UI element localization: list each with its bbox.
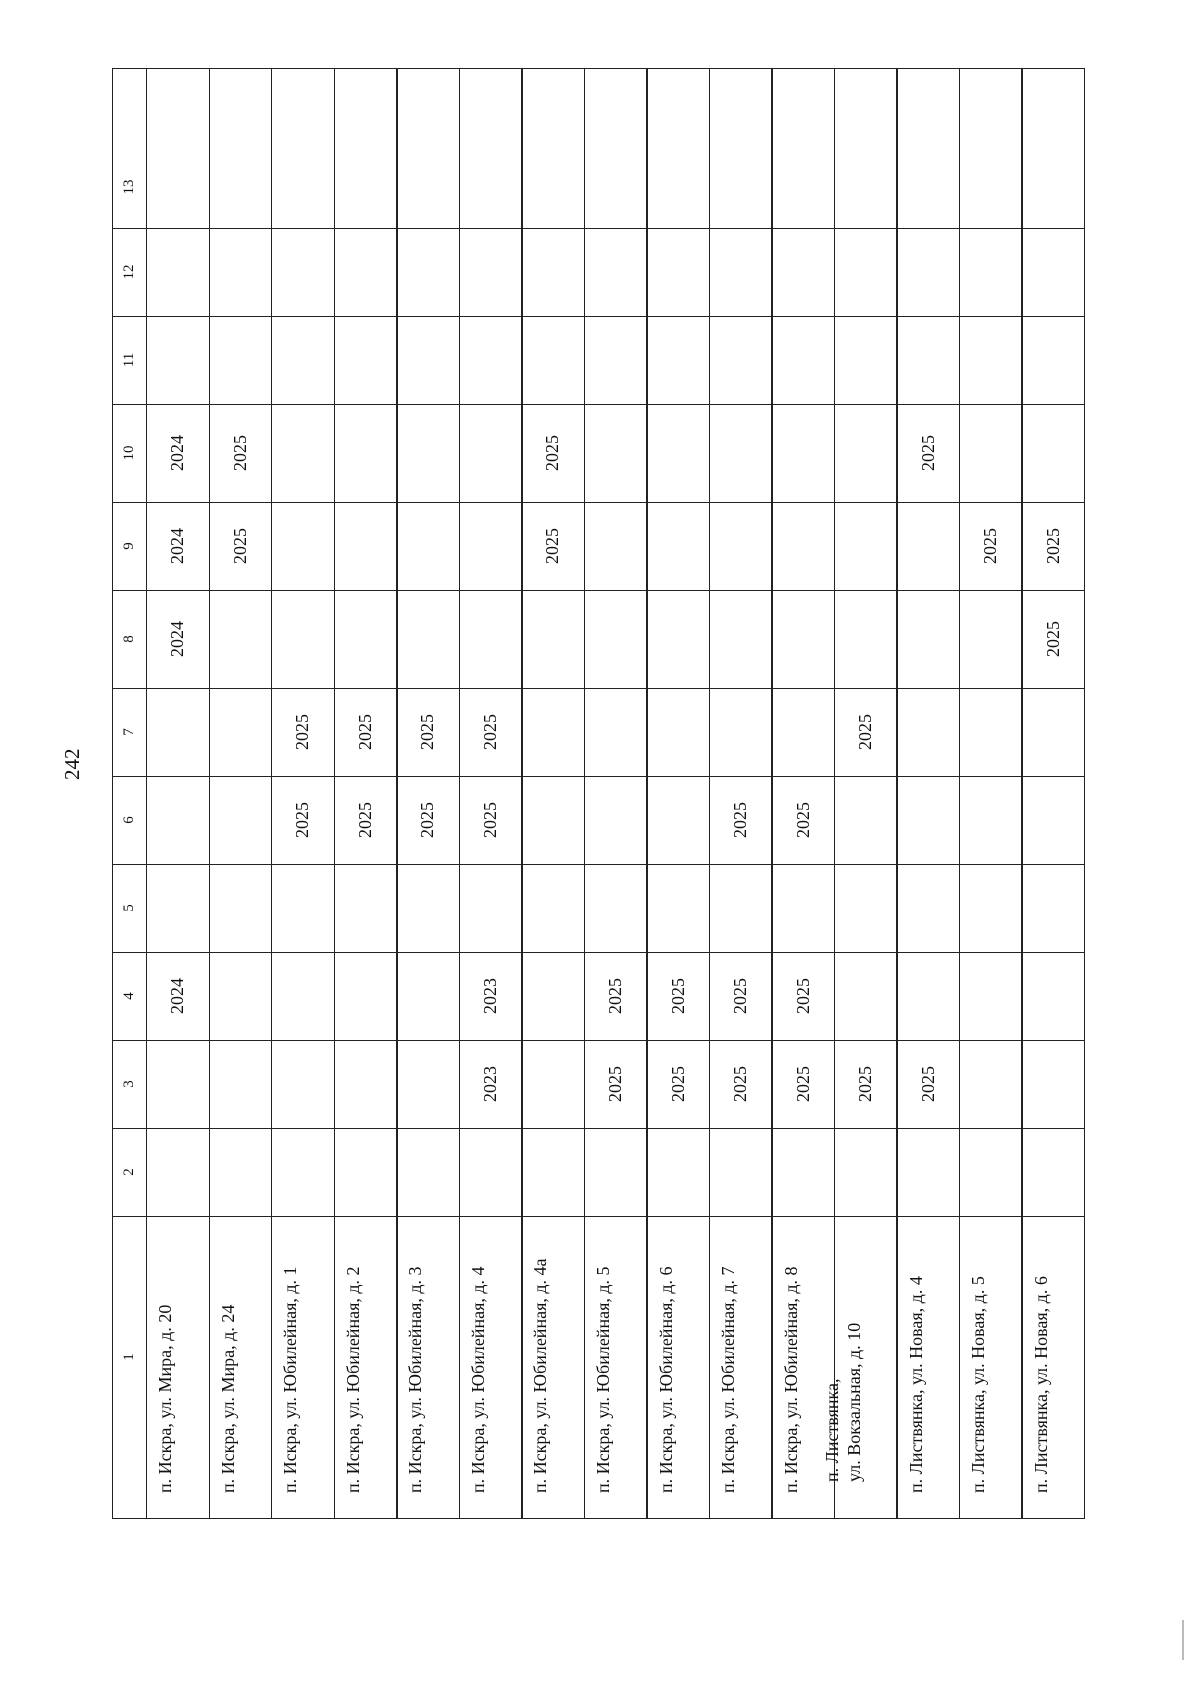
year-cell xyxy=(334,776,397,864)
year-cell xyxy=(271,776,334,864)
address-cell xyxy=(521,1216,584,1518)
column-header xyxy=(112,590,146,688)
year-cell xyxy=(271,688,334,776)
column-header xyxy=(112,502,146,590)
year-cell xyxy=(834,1040,897,1128)
column-number: 11 xyxy=(121,352,137,368)
address-text xyxy=(154,1305,176,1493)
address-line: п. Искра, ул. Юбилейная, д. 3 xyxy=(405,1266,426,1493)
address-line: п. Листвянка, ул. Новая, д. 6 xyxy=(1030,1276,1051,1493)
year-value: 2024 xyxy=(167,435,188,471)
table-grid-line xyxy=(112,1518,1085,1519)
column-number: 8 xyxy=(121,635,137,643)
address-line: п. Искра, ул. Юбилейная, д. 1 xyxy=(280,1266,301,1493)
column-number: 4 xyxy=(121,992,137,1000)
year-cell xyxy=(209,502,272,590)
year-cell xyxy=(459,688,522,776)
address-cell xyxy=(334,1216,397,1518)
year-value: 2025 xyxy=(792,802,813,838)
column-number: 3 xyxy=(121,1080,137,1088)
column-header xyxy=(112,404,146,502)
year-value: 2023 xyxy=(479,978,500,1014)
year-cell xyxy=(396,688,459,776)
address-cell xyxy=(584,1216,647,1518)
address-line: ул. Вокзальная, д. 10 xyxy=(844,1322,865,1482)
table-grid-line xyxy=(112,864,1084,865)
year-cell xyxy=(334,688,397,776)
column-number: 10 xyxy=(121,445,137,461)
address-cell xyxy=(709,1216,772,1518)
address-text xyxy=(967,1276,989,1493)
address-text xyxy=(655,1266,677,1493)
year-cell xyxy=(709,1040,772,1128)
column-header xyxy=(112,316,146,404)
address-text xyxy=(279,1266,301,1493)
address-text xyxy=(717,1266,739,1493)
column-header xyxy=(112,776,146,864)
address-line: п. Искра, ул. Юбилейная, д. 4а xyxy=(530,1258,551,1493)
address-text xyxy=(217,1305,239,1493)
year-value: 2025 xyxy=(792,1066,813,1102)
year-value: 2025 xyxy=(354,714,375,750)
column-number: 9 xyxy=(121,542,137,550)
year-value: 2024 xyxy=(167,978,188,1014)
address-cell xyxy=(271,1216,334,1518)
table-grid-line xyxy=(1084,68,1085,1518)
table-grid-line xyxy=(112,688,1084,689)
year-value: 2025 xyxy=(542,528,563,564)
address-cell xyxy=(1021,1216,1084,1518)
year-value: 2025 xyxy=(917,435,938,471)
address-line: п. Искра, ул. Мира, д. 24 xyxy=(217,1304,238,1493)
year-cell xyxy=(709,952,772,1040)
table-grid-line xyxy=(112,68,1084,69)
address-line: п. Искра, ул. Мира, д. 20 xyxy=(155,1304,176,1493)
year-cell xyxy=(709,776,772,864)
address-line: п. Искра, ул. Юбилейная, д. 7 xyxy=(718,1266,739,1493)
address-cell xyxy=(646,1216,709,1518)
address-line: п. Листвянка, ул. Новая, д. 5 xyxy=(968,1276,989,1493)
year-cell xyxy=(959,502,1022,590)
column-header xyxy=(112,952,146,1040)
year-value: 2025 xyxy=(855,1066,876,1102)
year-value: 2025 xyxy=(604,978,625,1014)
column-number: 2 xyxy=(121,1168,137,1176)
year-value: 2024 xyxy=(167,621,188,657)
address-line: п. Искра, ул. Юбилейная, д. 2 xyxy=(342,1266,363,1493)
year-cell xyxy=(146,590,209,688)
year-value: 2025 xyxy=(542,435,563,471)
address-cell xyxy=(822,1216,897,1518)
address-line: п. Листвянка, xyxy=(822,1378,843,1482)
year-value: 2025 xyxy=(292,802,313,838)
year-value: 2025 xyxy=(667,978,688,1014)
column-number: 12 xyxy=(121,264,137,280)
column-header xyxy=(112,1128,146,1216)
year-cell xyxy=(771,1040,834,1128)
address-line: п. Искра, ул. Юбилейная, д. 5 xyxy=(592,1266,613,1493)
year-value: 2025 xyxy=(479,714,500,750)
year-value: 2025 xyxy=(417,714,438,750)
renovation-schedule-table xyxy=(112,68,1084,1518)
year-cell xyxy=(459,776,522,864)
year-value: 2025 xyxy=(354,802,375,838)
year-cell xyxy=(521,404,584,502)
year-value: 2025 xyxy=(792,978,813,1014)
year-cell xyxy=(1021,590,1084,688)
year-cell xyxy=(459,952,522,1040)
year-cell xyxy=(584,952,647,1040)
address-text xyxy=(467,1266,489,1493)
year-value: 2025 xyxy=(229,435,250,471)
year-value: 2025 xyxy=(1042,528,1063,564)
column-header xyxy=(112,688,146,776)
column-header xyxy=(112,146,146,228)
page-number: 242 xyxy=(60,748,84,780)
year-cell xyxy=(646,1040,709,1128)
year-value: 2025 xyxy=(417,802,438,838)
address-text xyxy=(905,1276,927,1493)
column-number: 1 xyxy=(121,1353,137,1361)
year-value: 2025 xyxy=(604,1066,625,1102)
column-header xyxy=(112,864,146,952)
year-cell xyxy=(396,776,459,864)
address-text xyxy=(821,1323,865,1482)
address-cell xyxy=(146,1216,209,1518)
scan-artifact xyxy=(1182,1620,1184,1660)
year-value: 2025 xyxy=(730,978,751,1014)
year-value: 2023 xyxy=(479,1066,500,1102)
column-number: 6 xyxy=(121,816,137,824)
column-number: 7 xyxy=(121,728,137,736)
year-cell xyxy=(521,502,584,590)
column-header xyxy=(112,1216,146,1518)
address-line: п. Листвянка, ул. Новая, д. 4 xyxy=(905,1276,926,1493)
table-grid-line xyxy=(112,1128,1084,1129)
year-value: 2025 xyxy=(730,802,751,838)
year-value: 2025 xyxy=(479,802,500,838)
year-value: 2025 xyxy=(730,1066,751,1102)
address-line: п. Искра, ул. Юбилейная, д. 8 xyxy=(780,1266,801,1493)
table-grid-line xyxy=(112,316,1084,317)
year-value: 2025 xyxy=(855,714,876,750)
year-value: 2025 xyxy=(667,1066,688,1102)
year-cell xyxy=(459,1040,522,1128)
year-value: 2024 xyxy=(167,528,188,564)
year-cell xyxy=(209,404,272,502)
address-cell xyxy=(959,1216,1022,1518)
year-value: 2025 xyxy=(292,714,313,750)
column-header xyxy=(112,1040,146,1128)
year-value: 2025 xyxy=(980,528,1001,564)
year-cell xyxy=(771,776,834,864)
year-cell xyxy=(584,1040,647,1128)
table-grid-line xyxy=(112,776,1084,777)
year-cell xyxy=(146,952,209,1040)
year-cell xyxy=(146,502,209,590)
address-text xyxy=(592,1266,614,1493)
column-number: 5 xyxy=(121,904,137,912)
year-cell xyxy=(834,688,897,776)
address-cell xyxy=(459,1216,522,1518)
year-cell xyxy=(646,952,709,1040)
year-value: 2025 xyxy=(229,528,250,564)
address-cell xyxy=(396,1216,459,1518)
column-header xyxy=(112,228,146,316)
address-text xyxy=(529,1259,551,1494)
address-cell xyxy=(209,1216,272,1518)
year-cell xyxy=(896,1040,959,1128)
year-cell xyxy=(146,404,209,502)
table-grid-line xyxy=(112,590,1084,591)
address-line: п. Искра, ул. Юбилейная, д. 6 xyxy=(655,1266,676,1493)
year-cell xyxy=(771,952,834,1040)
address-cell xyxy=(896,1216,959,1518)
year-value: 2025 xyxy=(1042,621,1063,657)
address-text xyxy=(404,1266,426,1493)
address-text xyxy=(1030,1276,1052,1493)
address-text xyxy=(780,1266,802,1493)
address-line: п. Искра, ул. Юбилейная, д. 4 xyxy=(467,1266,488,1493)
year-value: 2025 xyxy=(917,1066,938,1102)
address-text xyxy=(342,1266,364,1493)
year-cell xyxy=(896,404,959,502)
table-grid-line xyxy=(112,228,1084,229)
year-cell xyxy=(1021,502,1084,590)
column-number: 13 xyxy=(121,179,137,195)
